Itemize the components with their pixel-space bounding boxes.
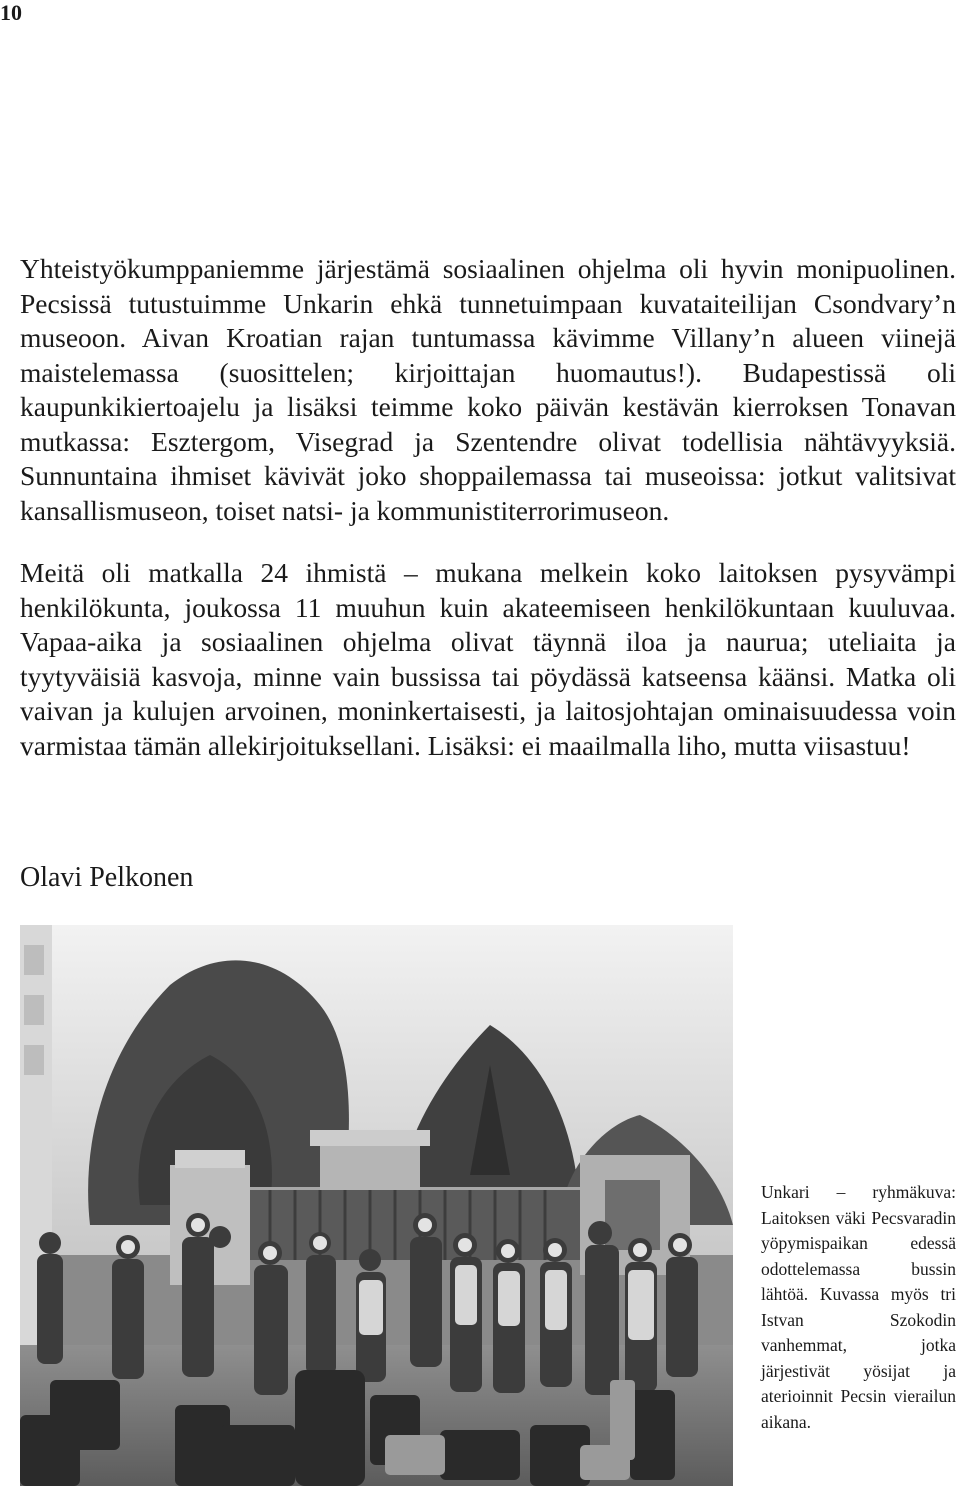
page-number: 10 <box>0 0 22 25</box>
paragraph: Meitä oli matkalla 24 ihmistä – mukana melkein koko laitoksen pysyvämpi henkilökunta, joukossa 11 muuhun kuin akateemiseen henkilökuntaan kuuluvaa. Vapaa-aika ja sosiaalinen ohjelma olivat täynnä iloa ja naurua; uteliaita ja tyytyväisiä kasvoja, minne vain bussissa tai pöydässä katseensa käänsi. Matka oli vaivan ja kulujen arvoinen, moninkertaisesti, ja laitosjohtajan ominaisuudessa voin varmistaa tämän allekirjoituksellani. Lisäksi: ei maailmalla liho, mutta viisastuu! <box>20 557 956 761</box>
group-photo <box>20 925 733 1486</box>
author-signature: Olavi Pelkonen <box>20 862 194 893</box>
group-photo-image <box>20 925 733 1486</box>
photo-caption: Unkari – ryhmäkuva: Laitoksen väki Pecsvaradin yöpymispaikan edessä odottelemassa bussin lähtöä. Kuvassa myös tri Istvan Szokodin vanhemmat, jotka järjestivät yösijat ja aterioinnit Pecsin vierailun aikana. <box>761 1182 956 1432</box>
paragraph: Yhteistyökumppaniemme järjestämä sosiaalinen ohjelma oli hyvin monipuolinen. Pecsissä tutustuimme Unkarin ehkä tunnetuimpaan kuvataiteilijan Csondvary’n museoon. Aivan Kroatian rajan tuntumassa kävimme Villany’n alueen viinejä maistelemassa (suosittelen; kirjoittajan huomautus!). Budapestissä oli kaupunkikiertoajelu ja lisäksi teimme koko päivän kestävän kierroksen Tonavan mutkassa: Esztergom, Visegrad ja Szentendre olivat todellisia nähtävyyksiä. Sunnuntaina ihmiset kävivät joko shoppailemassa tai museoissa: jotkut valitsivat kansallismuseon, toiset natsi- ja kommunistiterrorimuseon. <box>20 253 956 526</box>
article-body <box>20 252 956 791</box>
